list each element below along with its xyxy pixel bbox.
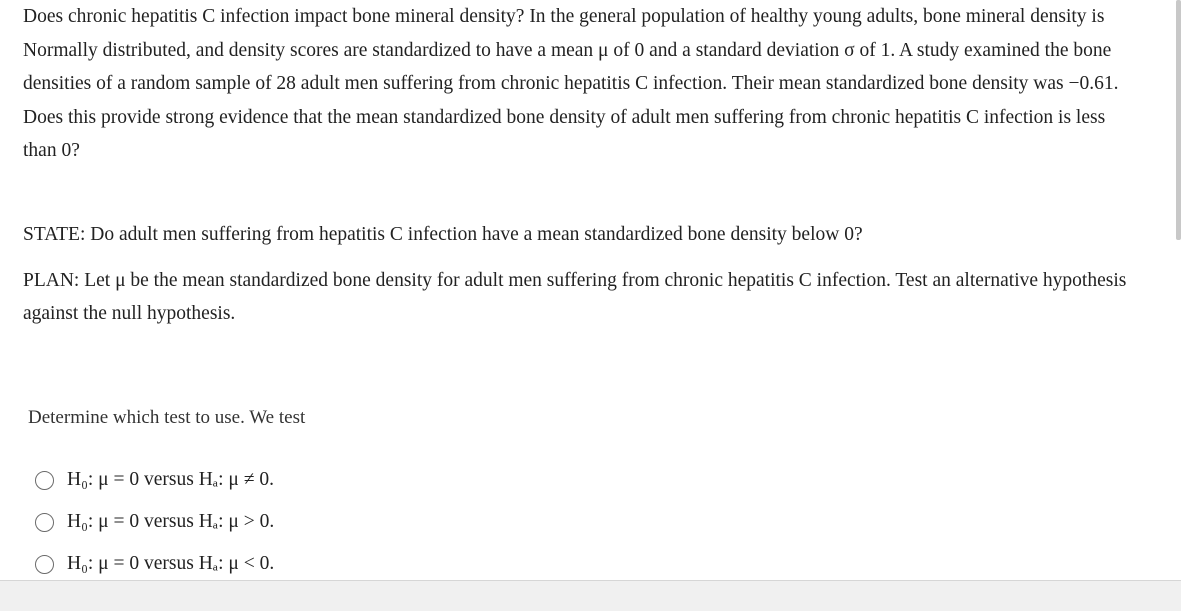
question-text-block xyxy=(23,0,1143,168)
question-paragraph: Does chronic hepatitis C infection impact bone mineral density? In the general population of healthy young adults, bone mineral density is Normally distributed, and density scores are standardized to have a mean μ of 0 and a standard deviation σ of 1. A study examined the bone densities of a random sample of 28 adult men suffering from chronic hepatitis C infection. Their mean standardized bone density was −0.61. Does this provide strong evidence that the mean standardized bone density of adult men suffering from chronic hepatitis C infection is less than 0? xyxy=(23,6,1119,161)
option-two-sided[interactable] xyxy=(35,459,274,501)
option-label: H₀: μ = 0 versus Hₐ: μ < 0. xyxy=(67,553,275,574)
radio-button[interactable] xyxy=(35,513,54,532)
hypothesis-options xyxy=(35,459,274,585)
plan-section xyxy=(23,264,1143,330)
vertical-scrollbar[interactable] xyxy=(1176,0,1181,240)
plan-paragraph: PLAN: Let μ be the mean standardized bone density for adult men suffering from chronic hepatitis C infection. Test an alternative hypothesis against the null hypothesis. xyxy=(23,270,1127,324)
radio-button[interactable] xyxy=(35,471,54,490)
state-section xyxy=(23,218,1143,251)
option-less-than[interactable] xyxy=(35,543,274,585)
option-greater-than[interactable] xyxy=(35,501,274,543)
option-label: H₀: μ = 0 versus Hₐ: μ > 0. xyxy=(67,511,275,532)
test-prompt: Determine which test to use. We test xyxy=(28,407,306,428)
option-label: H₀: μ = 0 versus Hₐ: μ ≠ 0. xyxy=(67,469,274,490)
state-paragraph: STATE: Do adult men suffering from hepatitis C infection have a mean standardized bone density below 0? xyxy=(23,224,863,245)
radio-button[interactable] xyxy=(35,555,54,574)
footer-bar xyxy=(0,580,1181,611)
